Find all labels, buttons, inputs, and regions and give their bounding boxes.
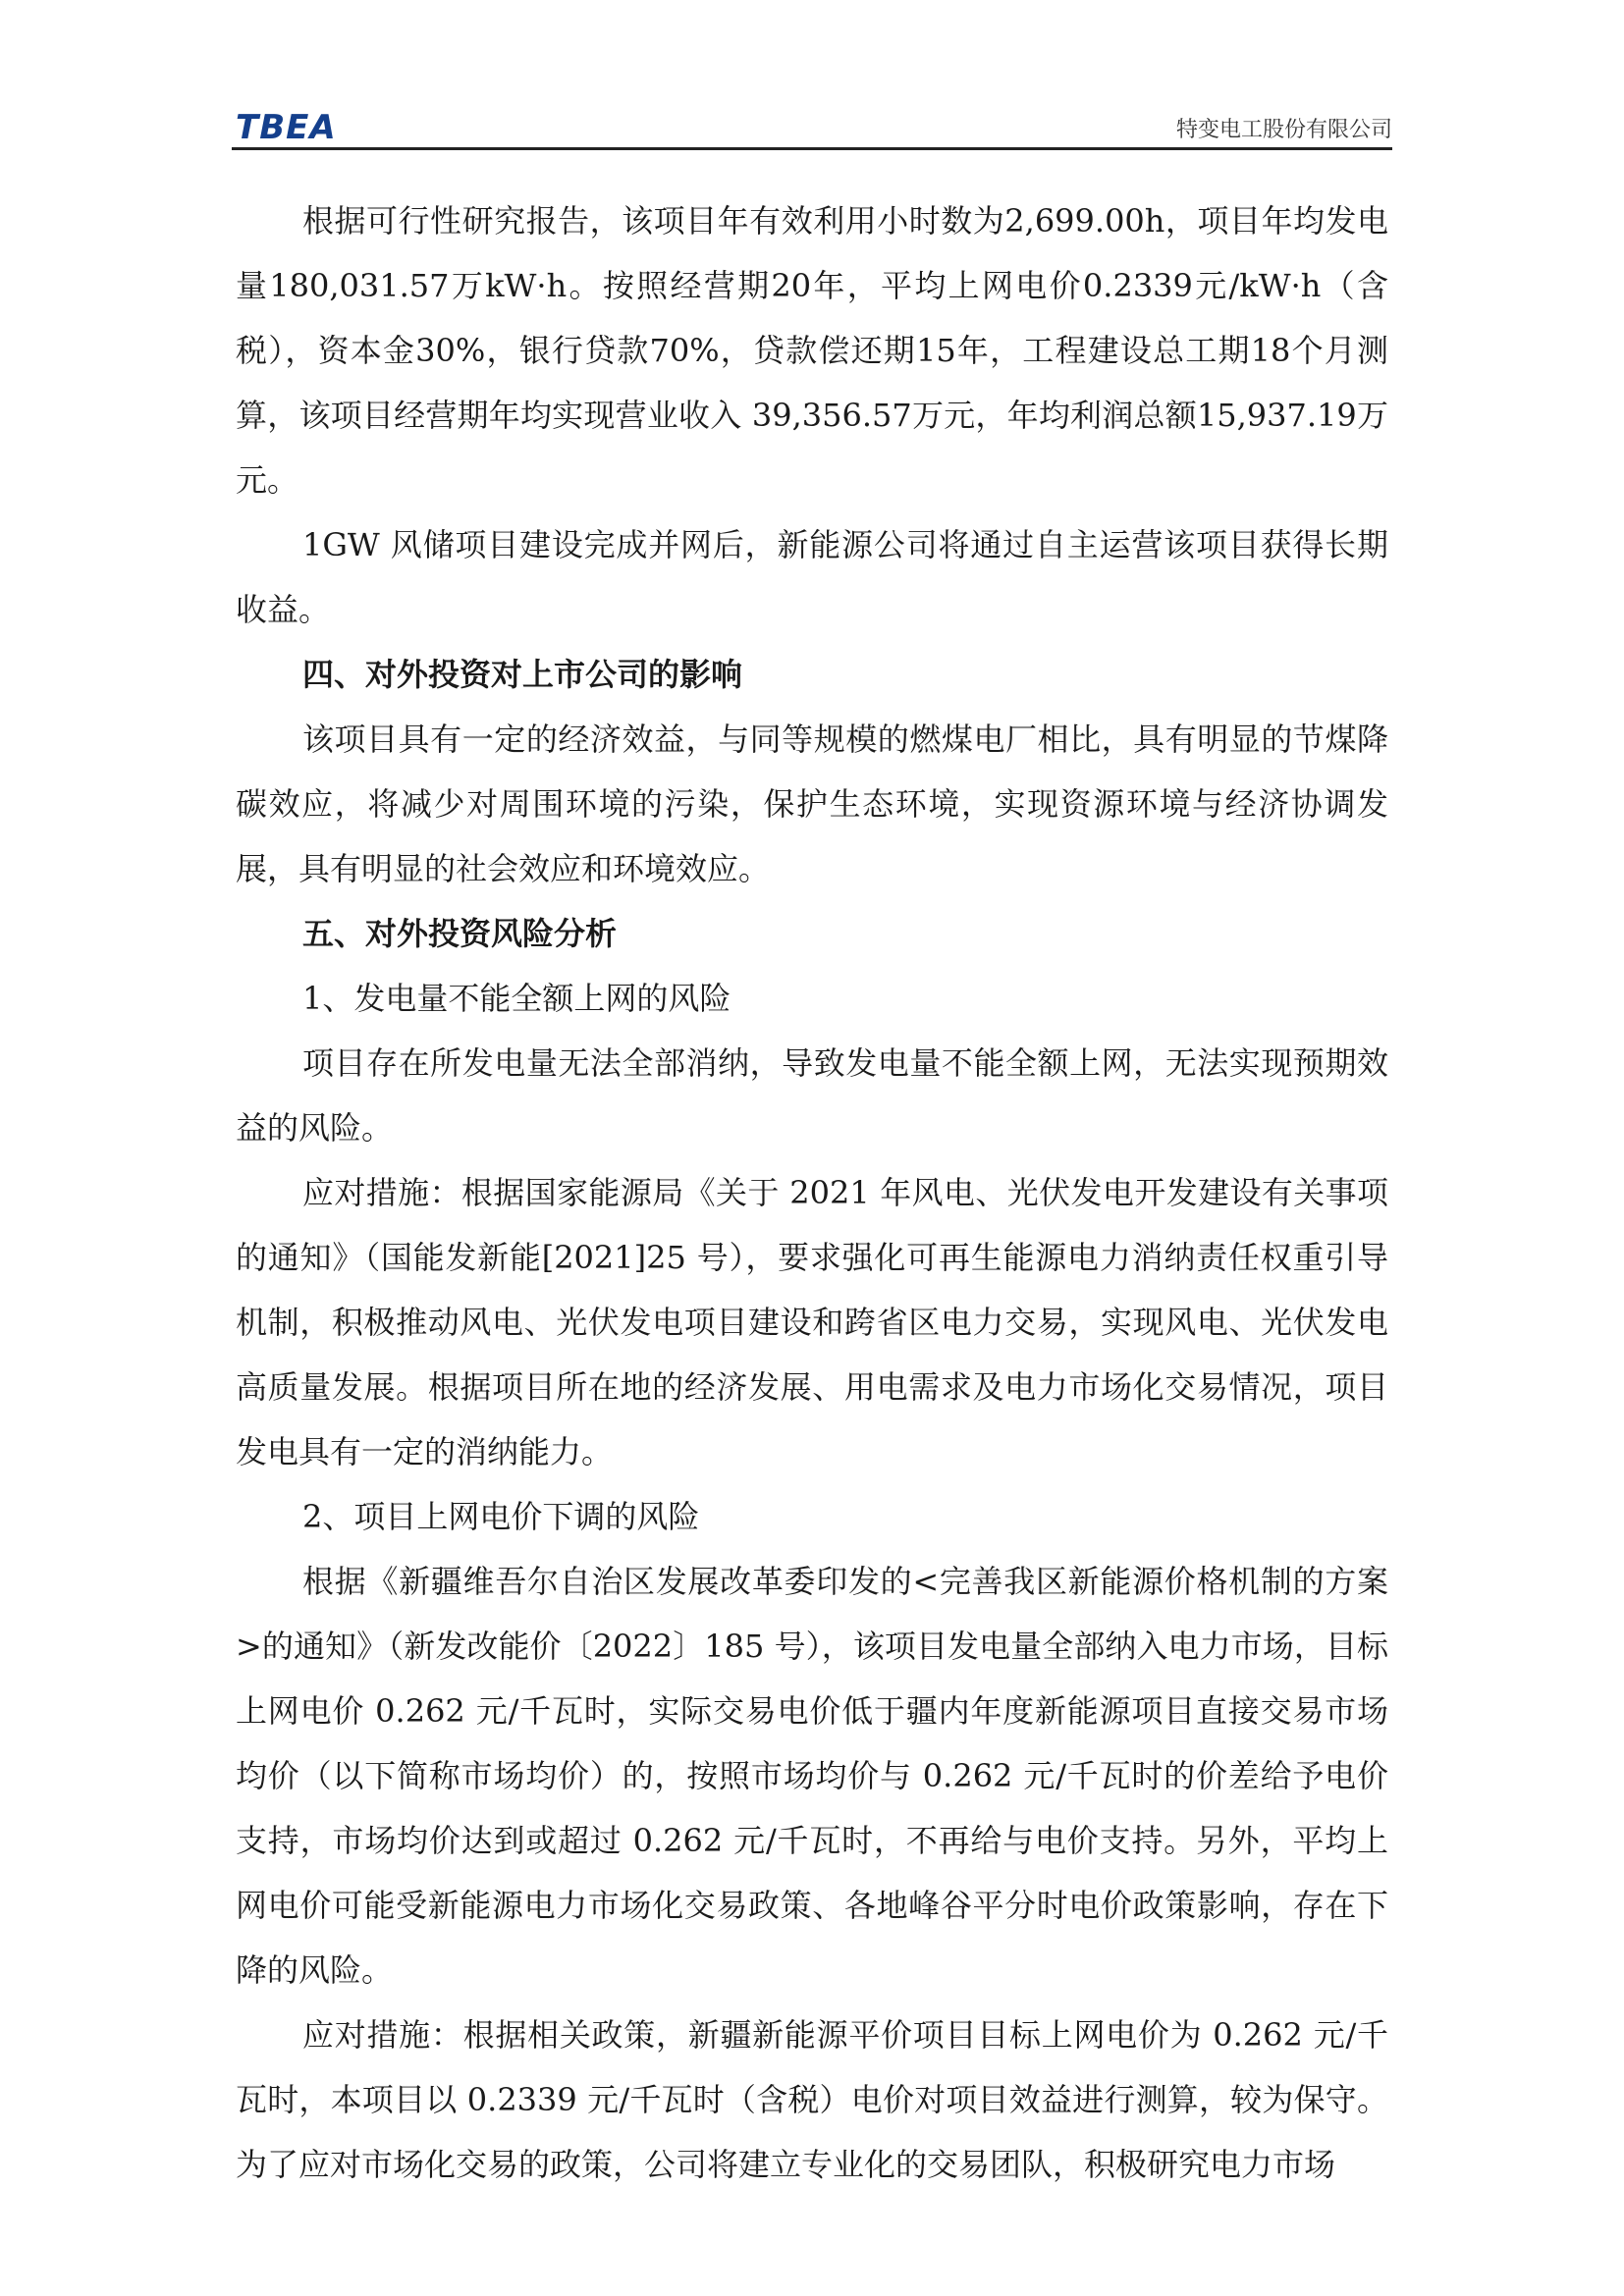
paragraph-grid-connection: 1GW 风储项目建设完成并网后，新能源公司将通过自主运营该项目获得长期收益。 bbox=[236, 526, 1388, 628]
subheading-risk-1: 1、发电量不能全额上网的风险 bbox=[302, 980, 731, 1017]
tbea-logo: TBEA bbox=[236, 108, 337, 147]
paragraph-risk-2: 根据《新疆维吾尔自治区发展改革委印发的<完善我区新能源价格机制的方案>的通知》（新发改能价〔2022〕185 号），该项目发电量全部纳入电力市场，目标上网电价 0.262 元/千瓦时，实际交易电价低于疆内年度新能源项目直接交易市场均价（以下简称市场均价）的，按照市场均价与 0.262 元/千瓦时的价差给予电价支持，市场均价达到或超过 0.262 元/千瓦时，不再给与电价支持。另外，平均上网电价可能受新能源电力市场化交易政策、各地峰谷平分时电价政策影响，存在下降的风险。 bbox=[236, 1563, 1388, 1989]
page-header bbox=[232, 106, 1392, 149]
subheading-risk-2: 2、项目上网电价下调的风险 bbox=[302, 1498, 700, 1535]
header-divider bbox=[232, 147, 1392, 150]
paragraph-risk-1: 项目存在所发电量无法全部消纳，导致发电量不能全额上网，无法实现预期效益的风险。 bbox=[236, 1044, 1388, 1147]
heading-impact: 四、对外投资对上市公司的影响 bbox=[302, 656, 743, 693]
paragraph-impact: 该项目具有一定的经济效益，与同等规模的燃煤电厂相比，具有明显的节煤降碳效应，将减少对周围环境的污染，保护生态环境，实现资源环境与经济协调发展，具有明显的社会效应和环境效应。 bbox=[236, 721, 1388, 887]
document-body bbox=[236, 188, 1388, 2197]
company-name: 特变电工股份有限公司 bbox=[1175, 118, 1392, 142]
paragraph-measures-1: 应对措施：根据国家能源局《关于 2021 年风电、光伏发电开发建设有关事项的通知》（国能发新能[2021]25 号），要求强化可再生能源电力消纳责任权重引导机制，积极推动风电、光伏发电项目建设和跨省区电力交易，实现风电、光伏发电高质量发展。根据项目所在地的经济发展、用电需求及电力市场化交易情况，项目发电具有一定的消纳能力。 bbox=[236, 1174, 1388, 1470]
paragraph-revenue-estimate: 根据可行性研究报告，该项目年有效利用小时数为2,699.00h，项目年均发电量180,031.57万kW·h。按照经营期20年，平均上网电价0.2339元/kW·h（含税），资本金30%，银行贷款70%，贷款偿还期15年，工程建设总工期18个月测算，该项目经营期年均实现营业收入 39,356.57万元，年均利润总额15,937.19万元。 bbox=[236, 202, 1388, 499]
heading-risk-analysis: 五、对外投资风险分析 bbox=[302, 915, 618, 952]
paragraph-measures-2: 应对措施：根据相关政策，新疆新能源平价项目目标上网电价为 0.262 元/千瓦时，本项目以 0.2339 元/千瓦时（含税）电价对项目效益进行测算，较为保守。为了应对市场化交易的政策，公司将建立专业化的交易团队，积极研究电力市场 bbox=[236, 2016, 1388, 2183]
